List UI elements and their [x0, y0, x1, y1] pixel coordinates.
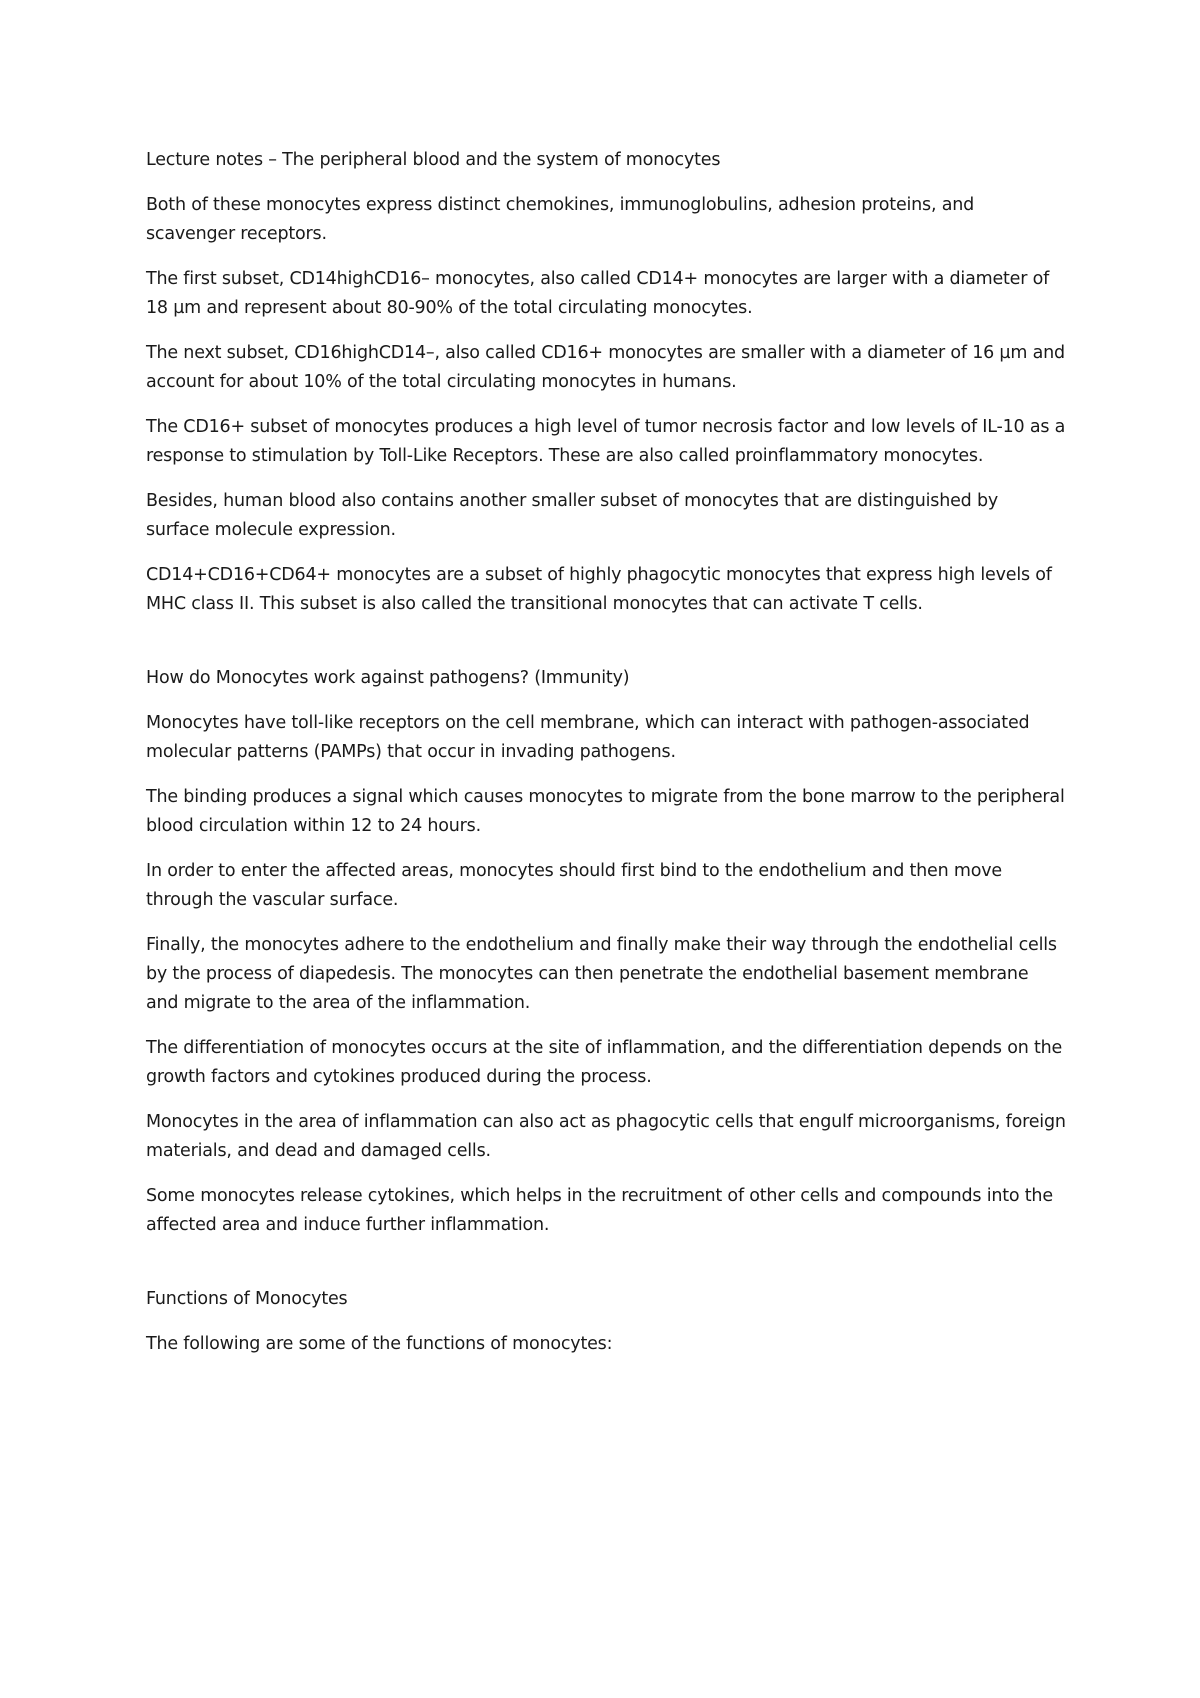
paragraph: The next subset, CD16highCD14–, also called CD16+ monocytes are smaller with a diameter of 16 µm and account for about 10% of the total circulating monocytes in humans.	[146, 343, 1065, 392]
blank-line	[146, 1256, 1066, 1285]
paragraph: In order to enter the affected areas, monocytes should first bind to the endothelium and then move through the vascular surface.	[146, 861, 1002, 910]
blank-line	[146, 635, 1066, 664]
paragraph: Monocytes have toll-like receptors on the cell membrane, which can interact with pathogen-associated molecular patterns (PAMPs) that occur in invading pathogens.	[146, 713, 1030, 762]
paragraph: The differentiation of monocytes occurs at the site of inflammation, and the differentiation depends on the growth factors and cytokines produced during the process.	[146, 1038, 1063, 1087]
section-heading: Functions of Monocytes	[146, 1289, 348, 1309]
paragraph: Monocytes in the area of inflammation can also act as phagocytic cells that engulf microorganisms, foreign materials, and dead and damaged cells.	[146, 1112, 1066, 1161]
paragraph: The binding produces a signal which causes monocytes to migrate from the bone marrow to the peripheral blood circulation within 12 to 24 hours.	[146, 787, 1065, 836]
document-body	[146, 146, 1066, 1375]
paragraph: CD14+CD16+CD64+ monocytes are a subset of highly phagocytic monocytes that express high levels of MHC class II. This subset is also called the transitional monocytes that can activate T cells.	[146, 565, 1052, 614]
paragraph: Some monocytes release cytokines, which helps in the recruitment of other cells and compounds into the affected area and induce further inflammation.	[146, 1186, 1053, 1235]
paragraph: The CD16+ subset of monocytes produces a high level of tumor necrosis factor and low levels of IL-10 as a response to stimulation by Toll-Like Receptors. These are also called proinflammatory monocytes.	[146, 417, 1066, 466]
paragraph: Finally, the monocytes adhere to the endothelium and finally make their way through the endothelial cells by the process of diapedesis. The monocytes can then penetrate the endothelial basement membrane and migrate to the area of the inflammation.	[146, 935, 1057, 1013]
paragraph: Besides, human blood also contains another smaller subset of monocytes that are distinguished by surface molecule expression.	[146, 491, 999, 540]
section-heading: How do Monocytes work against pathogens? (Immunity)	[146, 668, 630, 688]
document-title: Lecture notes – The peripheral blood and the system of monocytes	[146, 150, 721, 170]
paragraph: The following are some of the functions of monocytes:	[146, 1334, 613, 1354]
paragraph: The first subset, CD14highCD16– monocytes, also called CD14+ monocytes are larger with a diameter of 18 µm and represent about 80-90% of the total circulating monocytes.	[146, 269, 1050, 318]
paragraph: Both of these monocytes express distinct chemokines, immunoglobulins, adhesion proteins, and scavenger receptors.	[146, 195, 975, 244]
